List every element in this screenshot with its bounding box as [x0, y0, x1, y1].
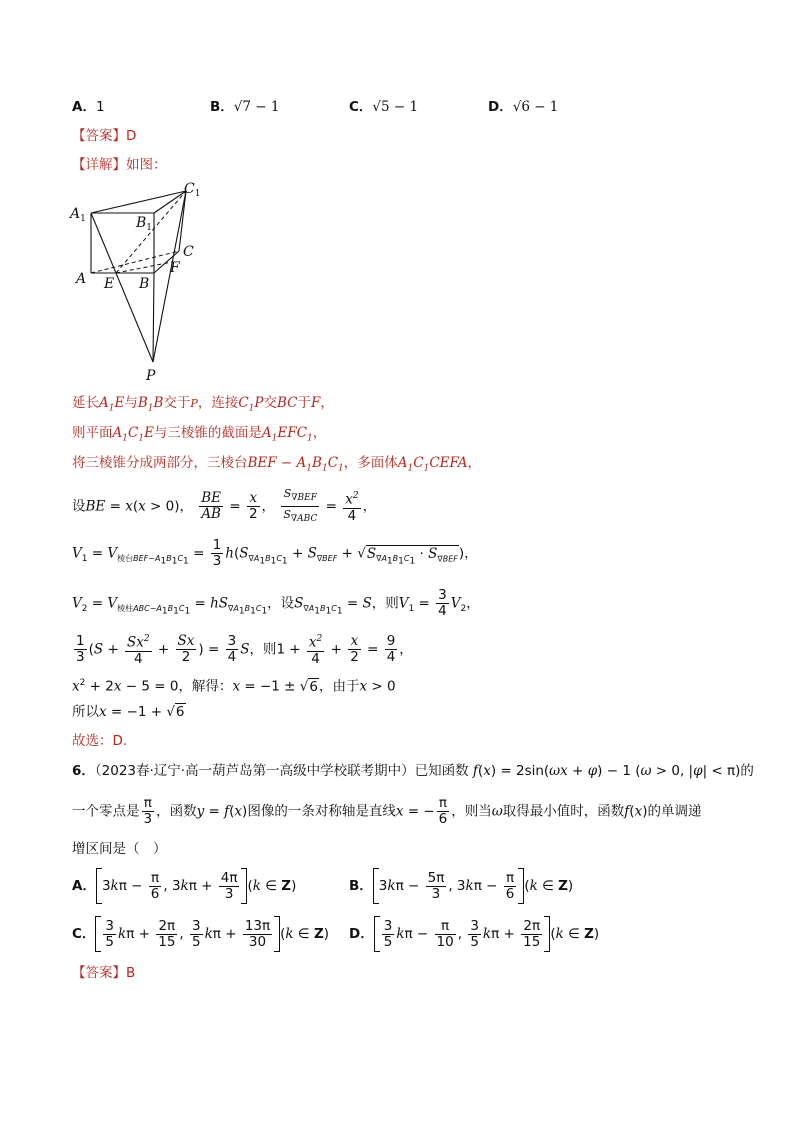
option-c-prev — [349, 98, 418, 116]
solution-line-1: 延长$A_1E$与$B_1B$交于P，连接$C_1P$交BC于F， — [72, 395, 334, 414]
option-letter: D． — [488, 99, 513, 115]
solution-line-4: 设BE = x(x > 0)， $\frac{BE}{AB}$ = $\frac{x}{2}$ ， $\frac{S_{\nabla BEF}}{S_{\nabla ABC}}$ = $\frac{x^2}{4}$ ， — [72, 487, 377, 525]
label-a: A — [76, 271, 87, 287]
label-e: E — [104, 276, 115, 292]
detail-text: 如图： — [126, 157, 167, 173]
answer6 — [72, 964, 135, 982]
option-d-prev — [488, 98, 558, 116]
geometry-figure — [66, 176, 206, 386]
q6-option-b: B． 3kπ − $\frac{5\pi}{3}$ , 3kπ − $\frac{\pi}{6}$ (k ∈ Z) — [349, 868, 573, 904]
label-c1: $C_1$ — [184, 181, 201, 199]
solution-line-9: 所以x = −1 + √6 — [72, 704, 185, 720]
option-b-prev — [210, 98, 279, 116]
answer-value: D — [126, 128, 137, 144]
detail-label: 【详解】 — [72, 157, 126, 173]
question6-line-3: 增区间是（ ） — [72, 841, 167, 857]
q6-option-a: A． 3kπ − $\frac{\pi}{6}$ , 3kπ + $\frac{4\pi}{3}$ (k ∈ Z) — [72, 868, 296, 904]
solution-line-7: $\frac{1}{3}$ (S + $\frac{Sx^2}{4}$ + $\frac{Sx}{2}$ ) = $\frac{3}{4}$ S，则1 + $\frac{x^2}{4}$ + $\frac{x}{2}$ = $\frac{9}{4}$ ， — [76, 632, 413, 667]
option-a-prev — [72, 98, 105, 116]
solution-line-2: 则平面$A_1C_1E$与三棱锥的截面是$A_1EFC_1$， — [72, 425, 327, 444]
q6-option-d: D． $\frac{3}{5}$ kπ − $\frac{\pi}{10}$ , $\frac{3}{5}$ kπ + $\frac{2\pi}{15}$ (k ∈ Z) — [349, 916, 599, 952]
solution-line-8: $x^2 + 2x - 5 = 0$，解得：x = −1 ± √6，由于x > 0 — [72, 678, 396, 695]
option-value: 1 — [95, 99, 105, 115]
edge-c1p — [153, 191, 186, 362]
option-letter: A． — [72, 99, 96, 115]
answer-prev — [72, 127, 136, 145]
label-f: F — [170, 260, 180, 276]
solution-line-10: 故选：D. — [72, 733, 128, 749]
edge-a1c1 — [91, 191, 186, 213]
option-letter: B． — [210, 99, 234, 115]
edge-ef-hidden — [116, 262, 172, 273]
detail-heading — [72, 156, 167, 174]
q6-option-c: C． $\frac{3}{5}$ kπ + $\frac{2\pi}{15}$ , $\frac{3}{5}$ kπ + $\frac{13\pi}{30}$ (k ∈ Z) — [72, 916, 329, 952]
label-c: C — [183, 244, 194, 260]
label-b1: $B_1$ — [136, 215, 153, 233]
option-value: √5 − 1 — [372, 99, 419, 115]
answer-value: B — [126, 965, 136, 981]
solution-line-6: $V_2 = V_{棱柱ABC-A_1B_1C_1} = hS_{\nabla A_1B_1C_1}$，设$S_{\nabla A_1B_1C_1} = S$，则$V_1$ = $\frac{3}{4}$ $V_2$， — [72, 587, 480, 619]
solution-line-3: 将三棱锥分成两部分，三棱台BEF − $A_1B_1C_1$，多面体$A_1C_1CEFA$， — [72, 455, 481, 474]
label-b: B — [139, 276, 150, 292]
solution-line-5: $V_1 = V_{棱台BEF-A_1B_1C_1}$ = $\frac{1}{3}$ $h(S_{\nabla A_1B_1C_1} + S_{\nabla BEF} + √S_{\nabla A_1B_1C_1} \cdot S_{\nabla BEF})$， — [72, 537, 478, 569]
question6-line-2: 一个零点是 $\frac{\pi}{3}$ ，函数y = f(x)图像的一条对称轴是直线x = − $\frac{\pi}{6}$ ，则当ω取得最小值时，函数f(x)的单调递 — [72, 795, 702, 827]
answer-label: 【答案】 — [72, 965, 126, 981]
label-a1: $A_1$ — [70, 206, 86, 224]
question6-line-1: 6．（2023春·辽宁·高一葫芦岛第一高级中学校联考期中）已知函数 f(x) = 2sin(ωx + φ) − 1 (ω > 0, |φ| < π)的 — [72, 763, 754, 779]
edge-bp — [153, 273, 154, 362]
option-value: √7 − 1 — [233, 99, 280, 115]
answer-label: 【答案】 — [72, 128, 126, 144]
label-p: P — [146, 368, 156, 384]
option-letter: C． — [349, 99, 373, 115]
option-value: √6 − 1 — [512, 99, 559, 115]
